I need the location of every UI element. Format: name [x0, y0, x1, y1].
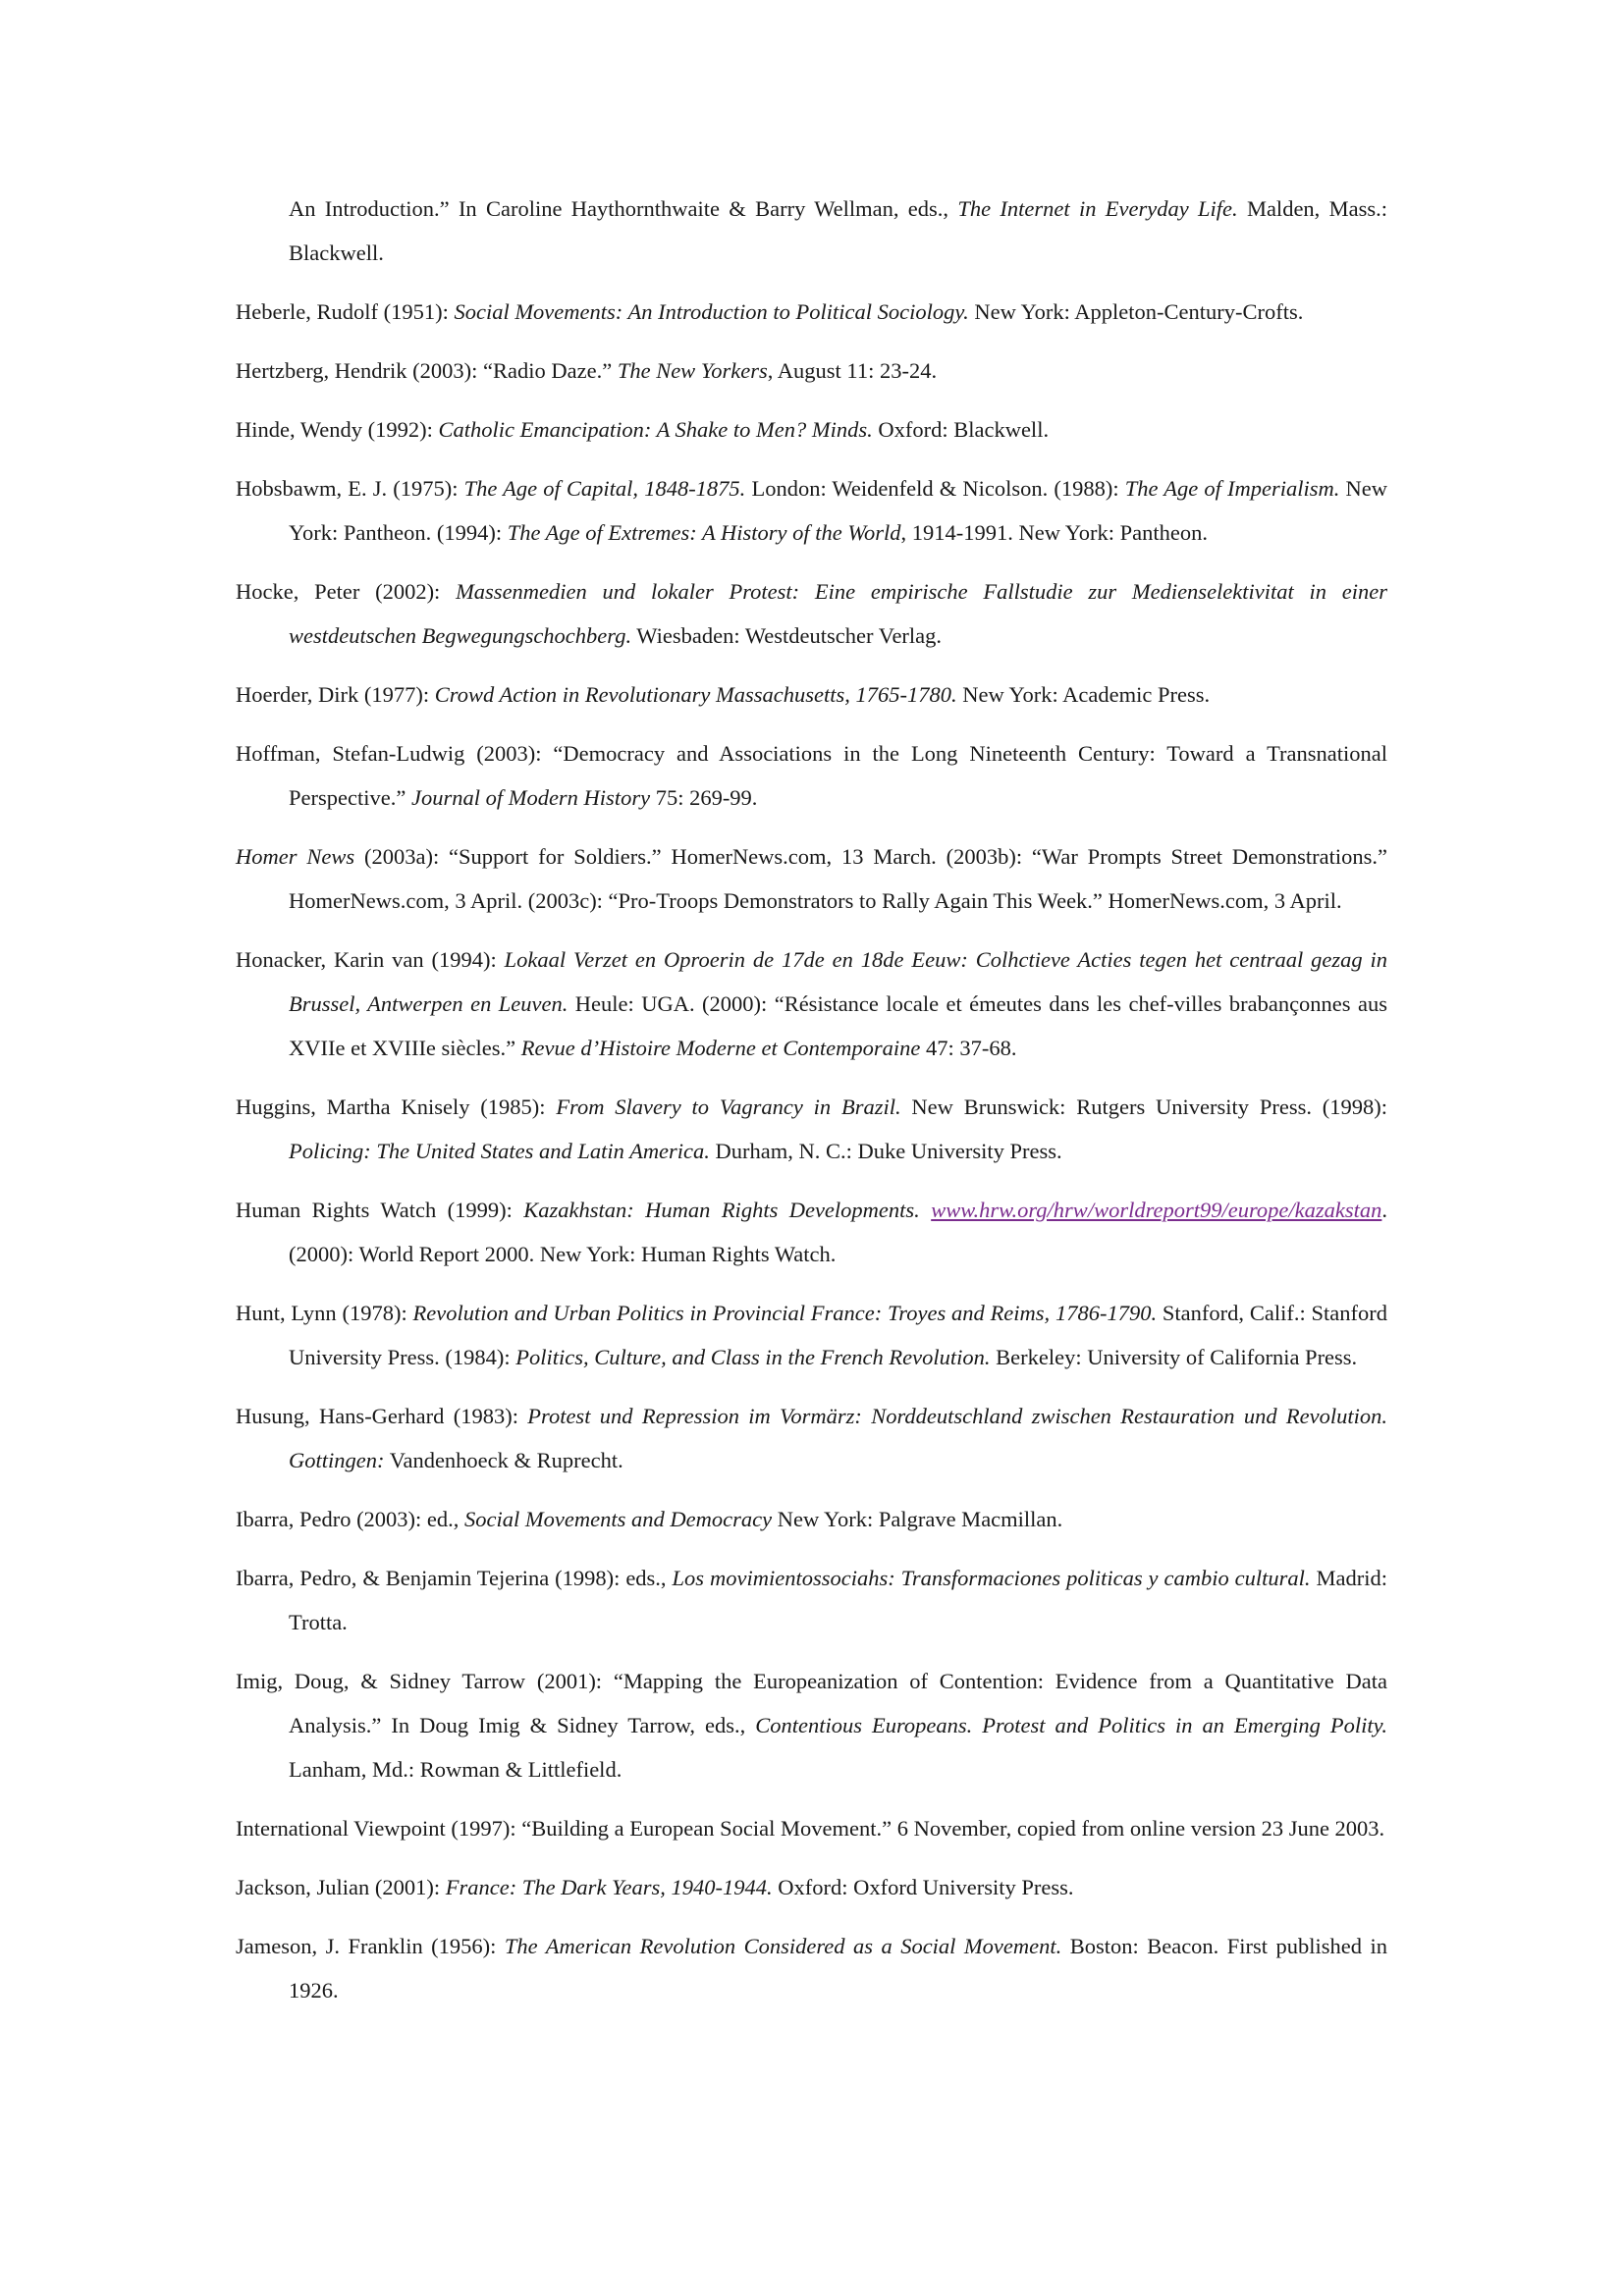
entry-text: Ibarra, Pedro (2003): ed.,	[236, 1507, 465, 1531]
entry-text: Lanham, Md.: Rowman & Littlefield.	[289, 1757, 622, 1782]
entry-text: New York: Palgrave Macmillan.	[772, 1507, 1063, 1531]
entry-title-italic: Social Movements: An Introduction to Political Sociology.	[454, 299, 969, 324]
entry-text: International Viewpoint (1997): “Building a European Social Movement.” 6 November, copied from online version 23 June 2003.	[236, 1816, 1385, 1841]
bibliography-entry	[236, 1659, 1387, 1791]
bibliography-entry	[236, 1924, 1387, 2012]
entry-text: Jackson, Julian (2001):	[236, 1875, 446, 1899]
entry-text: Huggins, Martha Knisely (1985):	[236, 1095, 557, 1119]
bibliography-entry	[236, 407, 1387, 452]
entry-text: 47: 37-68.	[920, 1036, 1017, 1060]
entry-text: London: Weidenfeld & Nicolson. (1988):	[745, 476, 1125, 501]
entry-title-italic: Homer News	[236, 844, 355, 869]
entry-text: New Brunswick: Rutgers University Press. (1998):	[900, 1095, 1388, 1119]
entry-title-italic: Revolution and Urban Politics in Provincial France: Troyes and Reims, 1786-1790.	[412, 1301, 1158, 1325]
entry-text: Human Rights Watch (1999):	[236, 1198, 524, 1222]
entry-title-italic: The American Revolution Considered as a Social Movement.	[504, 1934, 1062, 1958]
entry-text: Heule: UGA. (2000): “Résistance locale et émeutes dans les chef-villes brabançonnes aus XVIIe et XVIIIe siècles.”	[289, 991, 1387, 1060]
entry-text: New York: Academic Press.	[956, 682, 1211, 707]
entry-title-italic: The Internet in Everyday Life.	[957, 196, 1238, 221]
external-link[interactable]: www.hrw.org/hrw/worldreport99/europe/kazakstan	[931, 1198, 1382, 1222]
entry-text: Imig, Doug, & Sidney Tarrow (2001): “Mapping the Europeanization of Contention: Evidence from a Quantitative Data Analysis.” In Doug Imig & Sidney Tarrow, eds.,	[236, 1669, 1387, 1737]
entry-text: Oxford: Blackwell.	[872, 417, 1050, 442]
bibliography-entry	[236, 1394, 1387, 1482]
entry-text: (2003a): “Support for Soldiers.” HomerNews.com, 13 March. (2003b): “War Prompts Street Demonstrations.” HomerNews.com, 3 April. (2003c): “Pro-Troops Demonstrators to Rally Again This Week.” HomerNews.com, 3 April.	[289, 844, 1387, 913]
entry-title-italic: The Age of Capital, 1848-1875.	[463, 476, 746, 501]
entry-title-italic: The New Yorkers	[617, 358, 768, 383]
entry-text: Oxford: Oxford University Press.	[772, 1875, 1074, 1899]
entry-text: Hinde, Wendy (1992):	[236, 417, 439, 442]
entry-text: Durham, N. C.: Duke University Press.	[709, 1139, 1062, 1163]
entry-text: Husung, Hans-Gerhard (1983):	[236, 1404, 528, 1428]
entry-text: Honacker, Karin van (1994):	[236, 947, 505, 972]
entry-text: Jameson, J. Franklin (1956):	[236, 1934, 505, 1958]
bibliography-entry	[236, 348, 1387, 393]
bibliography-entry	[236, 1497, 1387, 1541]
entry-text: New York: Pantheon. (1994):	[289, 476, 1387, 545]
entry-text: Stanford, Calif.: Stanford University Press. (1984):	[289, 1301, 1387, 1369]
bibliography-entry	[236, 672, 1387, 717]
entry-text: , 1914-1991. New York: Pantheon.	[900, 520, 1209, 545]
entry-text: Hobsbawm, E. J. (1975):	[236, 476, 464, 501]
entry-text: New York: Appleton-Century-Crofts.	[968, 299, 1304, 324]
bibliography-entry	[236, 731, 1387, 820]
entry-text: An Introduction.” In Caroline Haythornthwaite & Barry Wellman, eds.,	[289, 196, 958, 221]
entry-title-italic: Los movimientossociahs: Transformaciones politicas y cambio cultural.	[672, 1566, 1311, 1590]
entry-title-italic: The Age of Extremes: A History of the World	[507, 520, 901, 545]
bibliography-entry	[236, 1291, 1387, 1379]
entry-title-italic: Crowd Action in Revolutionary Massachusetts, 1765-1780.	[434, 682, 957, 707]
entry-text: , August 11: 23-24.	[767, 358, 938, 383]
entry-text: Hocke, Peter (2002):	[236, 579, 457, 604]
bibliography-entry	[236, 1865, 1387, 1909]
entry-text: Hoerder, Dirk (1977):	[236, 682, 435, 707]
entry-text: 75: 269-99.	[650, 785, 758, 810]
entry-text: Wiesbaden: Westdeutscher Verlag.	[631, 623, 943, 648]
bibliography-entry	[236, 1188, 1387, 1276]
entry-title-italic: France: The Dark Years, 1940-1944.	[445, 1875, 773, 1899]
entry-title-italic: Kazakhstan: Human Rights Developments.	[523, 1198, 920, 1222]
entry-text: Vandenhoeck & Ruprecht.	[384, 1448, 623, 1472]
entry-title-italic: Policing: The United States and Latin America.	[289, 1139, 710, 1163]
entry-text: . (2000): World Report 2000. New York: Human Rights Watch.	[289, 1198, 1388, 1266]
bibliography-entry	[236, 187, 1387, 275]
entry-title-italic: Massenmedien und lokaler Protest: Eine empirische Fallstudie zur Medienselektivitat in einer westdeutschen Begwegungschochberg.	[289, 579, 1387, 648]
entry-text: Ibarra, Pedro, & Benjamin Tejerina (1998): eds.,	[236, 1566, 673, 1590]
bibliography-list	[236, 187, 1387, 2012]
bibliography-entry	[236, 834, 1387, 923]
entry-text: Hoffman, Stefan-Ludwig (2003): “Democracy and Associations in the Long Nineteenth Century: Toward a Transnational Perspective.”	[236, 741, 1387, 810]
entry-text: Madrid: Trotta.	[289, 1566, 1387, 1634]
bibliography-entry	[236, 290, 1387, 334]
entry-text: Boston: Beacon. First published in 1926.	[289, 1934, 1387, 2002]
entry-title-italic: Journal of Modern History	[410, 785, 651, 810]
entry-title-italic: Politics, Culture, and Class in the French Revolution.	[515, 1345, 991, 1369]
bibliography-entry	[236, 1806, 1387, 1850]
bibliography-entry	[236, 1556, 1387, 1644]
entry-title-italic: Lokaal Verzet en Oproerin de 17de en 18de Eeuw: Colhctieve Acties tegen het centraal gezag in Brussel, Antwerpen en Leuven.	[289, 947, 1387, 1016]
entry-text: Hertzberg, Hendrik (2003): “Radio Daze.”	[236, 358, 618, 383]
entry-title-italic: Revue d’Histoire Moderne et Contemporaine	[520, 1036, 921, 1060]
bibliography-entry	[236, 466, 1387, 555]
entry-text: Heberle, Rudolf (1951):	[236, 299, 455, 324]
entry-title-italic: Social Movements and Democracy	[464, 1507, 773, 1531]
entry-title-italic: Catholic Emancipation: A Shake to Men? Minds.	[438, 417, 873, 442]
entry-text: Malden, Mass.: Blackwell.	[289, 196, 1387, 265]
bibliography-entry	[236, 1085, 1387, 1173]
entry-title-italic: The Age of Imperialism.	[1124, 476, 1340, 501]
entry-title-italic: Protest und Repression im Vormärz: Norddeutschland zwischen Restauration und Revolution. Gottingen:	[289, 1404, 1387, 1472]
entry-text: Hunt, Lynn (1978):	[236, 1301, 413, 1325]
bibliography-entry	[236, 569, 1387, 658]
entry-text	[920, 1198, 931, 1222]
entry-text: Berkeley: University of California Press.	[990, 1345, 1358, 1369]
entry-title-italic: Contentious Europeans. Protest and Politics in an Emerging Polity.	[755, 1713, 1387, 1737]
bibliography-entry	[236, 937, 1387, 1070]
entry-title-italic: From Slavery to Vagrancy in Brazil.	[556, 1095, 901, 1119]
